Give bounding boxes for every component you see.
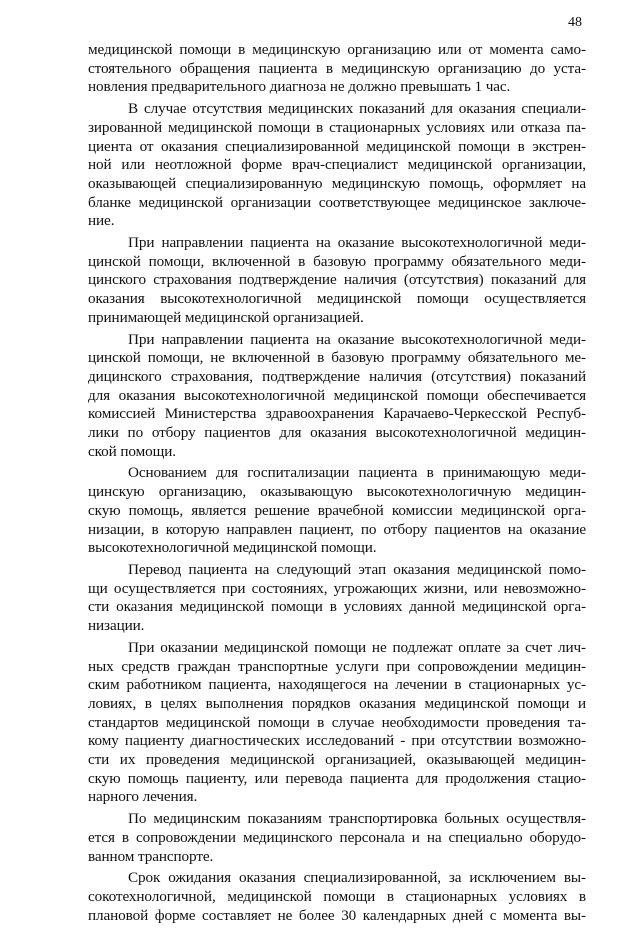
page-number: 48	[568, 15, 582, 30]
text-line: оказывающей специализированную медицинскую помощь, оформляет на	[88, 174, 586, 192]
text-line: циента от оказания специализированной медицинской помощи в экстрен-	[88, 137, 586, 155]
paragraph-6	[88, 561, 586, 636]
text-line: сти оказания медицинской помощи в условиях данной медицинской орга-	[88, 598, 586, 616]
text-line: скую помощь пациенту, или перевода пациента для продолжения стацио-	[88, 769, 586, 787]
text-line: цинскую организацию, оказывающую высокотехнологичную медицин-	[88, 483, 586, 501]
text-line: сокотехнологичной, медицинской помощи в стационарных условиях в	[88, 887, 586, 905]
text-line: новления предварительного диагноза не должно превышать 1 час.	[88, 78, 511, 96]
document-body	[88, 41, 586, 928]
text-line: Срок ожидания оказания специализированной, за исключением вы-	[128, 869, 586, 887]
text-line: низации.	[88, 617, 145, 635]
text-line: ской помощи.	[88, 442, 176, 460]
text-line: сти их проведения медицинской организацией, оказывающей медицин-	[88, 751, 586, 769]
text-line: При направлении пациента на оказание высокотехнологичной меди-	[128, 234, 586, 252]
text-line: ной или неотложной форме врач-специалист медицинской организации,	[88, 156, 586, 174]
paragraph-8	[88, 810, 586, 866]
text-line: ных средств граждан транспортные услуги при сопровождении медицин-	[88, 657, 586, 675]
text-line: оказания высокотехнологичной медицинской помощи осуществляется	[88, 290, 586, 308]
text-line: дицинского страхования, подтверждение наличия (отсутствия) показаний	[88, 367, 586, 385]
text-line: По медицинским показаниям транспортировка больных осуществля-	[128, 810, 586, 828]
text-line: Основанием для госпитализации пациента в принимающую меди-	[128, 464, 586, 482]
text-line: цинского страхования подтверждение наличия (отсутствия) показаний для	[88, 271, 586, 289]
text-line: нарного лечения.	[88, 788, 198, 806]
text-line: стандартов медицинской помощи в случае необходимости проведения та-	[88, 713, 586, 731]
text-line: лики по отбору пациентов для оказания высокотехнологичной медицин-	[88, 424, 586, 442]
text-line: бланке медицинской организации соответствующее медицинское заключе-	[88, 193, 586, 211]
text-line: ским работником пациента, находящегося на лечении в стационарных ус-	[88, 676, 586, 694]
text-line: принимающей медицинской организацией.	[88, 308, 364, 326]
text-line: цинской помощи, не включенной в базовую программу обязательного ме-	[88, 349, 586, 367]
text-line: Перевод пациента на следующий этап оказания медицинской помо-	[128, 560, 586, 578]
paragraph-9	[88, 869, 586, 925]
text-line: скую помощь, является решение врачебной комиссии медицинской орга-	[88, 501, 586, 519]
text-line: зированной медицинской помощи в стационарных условиях или отказа па-	[88, 118, 586, 136]
text-line: плановой форме составляет не более 30 календарных дней с момента вы-	[88, 906, 586, 924]
text-line: медицинской помощи в медицинскую организацию или от момента само-	[88, 41, 586, 58]
text-line: ется в сопровождении медицинского персонала и на специально оборудо-	[88, 828, 586, 846]
text-line: низации, в которую направлен пациент, по отбору пациентов на оказание	[88, 520, 586, 538]
text-line: При оказании медицинской помощи не подлежат оплате за счет лич-	[128, 638, 586, 656]
text-line: стоятельного обращения пациента в медицинскую организацию до уста-	[88, 59, 586, 77]
text-line: ловиях, в целях выполнения порядков оказания медицинской помощи и	[88, 694, 586, 712]
text-line: В случае отсутствия медицинских показаний для оказания специали-	[128, 100, 586, 118]
paragraph-1	[88, 41, 586, 97]
text-line: высокотехнологичной медицинской помощи.	[88, 539, 377, 557]
text-line: щи осуществляется при состояниях, угрожающих жизни, или невозможно-	[88, 579, 586, 597]
text-line: для оказания высокотехнологичной медицинской помощи обеспечивается	[88, 386, 586, 404]
paragraph-2	[88, 100, 586, 231]
paragraph-3	[88, 234, 586, 328]
paragraph-5	[88, 464, 586, 558]
paragraph-4	[88, 331, 586, 462]
text-line: цинской помощи, включенной в базовую программу обязательного меди-	[88, 252, 586, 270]
paragraph-7	[88, 639, 586, 807]
text-line: комиссией Министерства здравоохранения Карачаево-Черкесской Респуб-	[88, 405, 586, 423]
text-line: При направлении пациента на оказание высокотехнологичной меди-	[128, 330, 586, 348]
text-line: ние.	[88, 212, 115, 230]
text-line: ванном транспорте.	[88, 847, 214, 865]
text-line: кому пациенту диагностических исследований - при отсутствии возможно-	[88, 732, 586, 750]
